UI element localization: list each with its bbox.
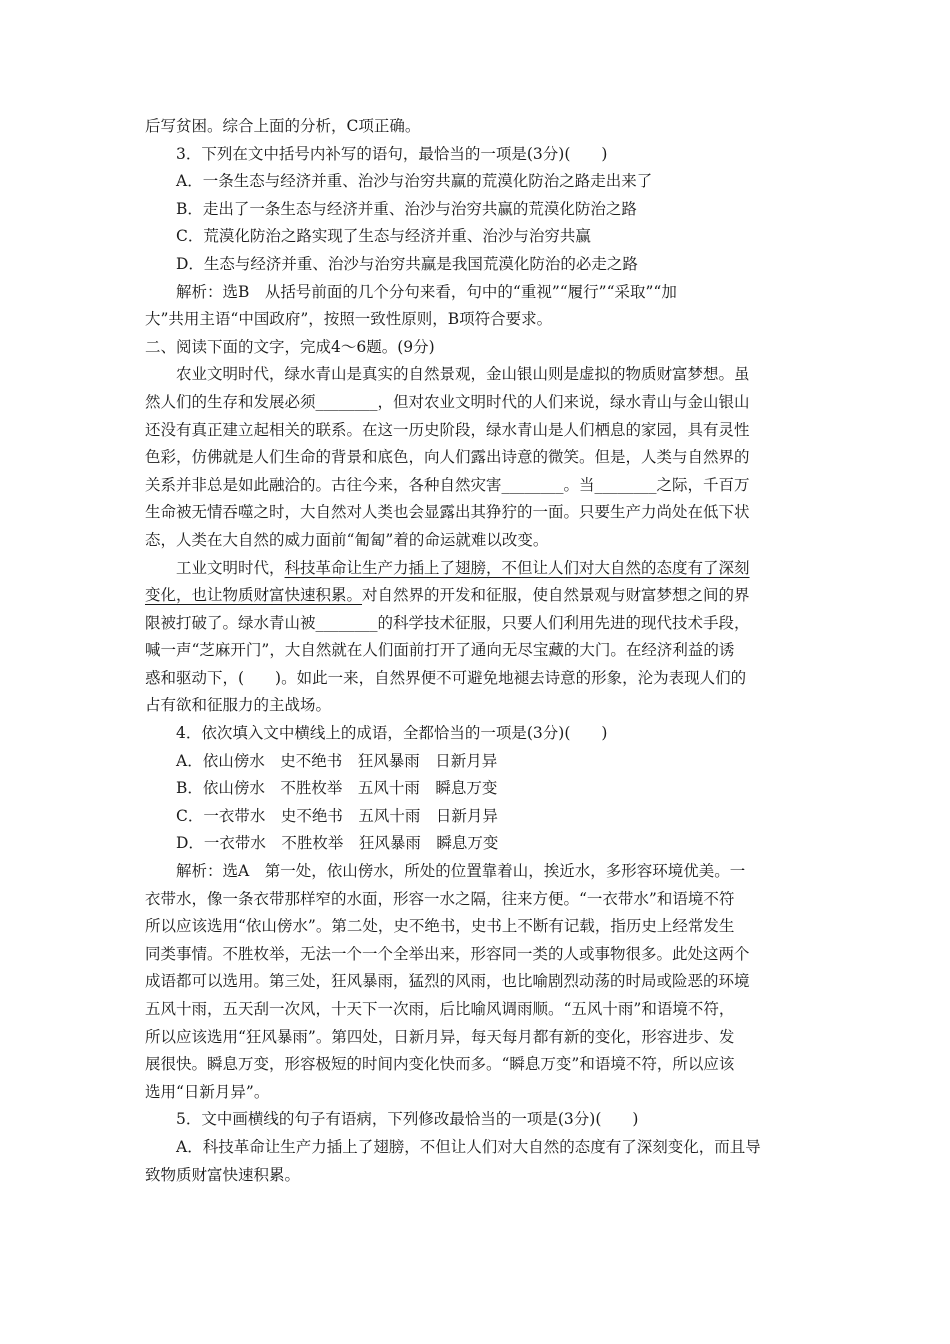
text-line: D．一衣带水 不胜枚举 狂风暴雨 瞬息万变	[176, 834, 499, 853]
text-line: 后写贫困。综合上面的分析，C项正确。	[145, 117, 421, 135]
text-line: 限被打破了。绿水青山被________的科学技术征服，只要人们利用先进的现代技术手段，	[145, 613, 750, 632]
underlined-sentence: 变化，也让物质财富快速积累。	[145, 586, 363, 605]
text-line: 所以应该选用“依山傍水”。第二处，史不绝书，史书上不断有记载，指历史上经常发生	[145, 917, 735, 936]
text-line: 成语都可以选用。第三处，狂风暴雨，猛烈的风雨，也比喻剧烈动荡的时局或险恶的环境	[145, 972, 750, 991]
text-line: B．依山傍水 不胜枚举 五风十雨 瞬息万变	[176, 779, 498, 798]
line-text-segment: 对自然界的开发和征服，使自然景观与财富梦想之间的界	[362, 586, 750, 605]
text-line: 所以应该选用“狂风暴雨”。第四处，日新月异，每天每月都有新的变化，形容进步、发	[145, 1027, 735, 1046]
text-line: 然人们的生存和发展必须________，但对农业文明时代的人们来说，绿水青山与金山银山	[145, 392, 750, 411]
underlined-sentence-line	[145, 555, 810, 583]
text-line: 衣带水，像一条衣带那样窄的水面，形容一水之隔，往来方便。“一衣带水”和语境不符	[145, 889, 735, 908]
text-line: B．走出了一条生态与经济并重、治沙与治穷共赢的荒漠化防治之路	[176, 199, 637, 218]
text-line: 解析：选B 从括号前面的几个分句来看，句中的“重视”“履行”“采取”“加	[176, 282, 677, 301]
text-line: A．科技革命让生产力插上了翅膀，不但让人们对大自然的态度有了深刻变化，而且导	[176, 1137, 761, 1156]
text-line: C．荒漠化防治之路实现了生态与经济并重、治沙与治穷共赢	[176, 227, 591, 246]
text-line: 二、阅读下面的文字，完成4～6题。(9分)	[145, 337, 435, 356]
text-line: A．一条生态与经济并重、治沙与治穷共赢的荒漠化防治之路走出来了	[176, 172, 653, 191]
text-line: 5．文中画横线的句子有语病，下列修改最恰当的一项是(3分)( )	[176, 1110, 639, 1129]
text-line: 喊一声“芝麻开门”，大自然就在人们面前打开了通向无尽宝藏的大门。在经济利益的诱	[145, 641, 735, 660]
text-line: 态，人类在大自然的威力面前“匍匐”着的命运就难以改变。	[145, 530, 549, 549]
text-line: 同类事情。不胜枚举，无法一个一个全举出来，形容同一类的人或事物很多。此处这两个	[145, 944, 750, 963]
text-line: 五风十雨，五天刮一次风，十天下一次雨，后比喻风调雨顺。“五风十雨”和语境不符，	[145, 1000, 735, 1018]
underlined-sentence-line	[145, 582, 810, 610]
underlined-sentence: 科技革命让生产力插上了翅膀，不但让人们对大自然的态度有了深刻	[284, 558, 750, 577]
text-line: 3．下列在文中括号内补写的语句，最恰当的一项是(3分)( )	[176, 144, 608, 163]
text-line: 4．依次填入文中横线上的成语，全都恰当的一项是(3分)( )	[176, 724, 608, 743]
line-text-segment: 工业文明时代，	[176, 558, 285, 577]
text-line: 占有欲和征服力的主战场。	[145, 696, 332, 715]
text-line: 致物质财富快速积累。	[145, 1165, 301, 1184]
text-line: 生命被无情吞噬之时，大自然对人类也会显露出其狰狞的一面。只要生产力尚处在低下状	[145, 503, 750, 522]
document-page	[145, 113, 810, 1189]
text-line: 惑和驱动下，( )。如此一来，自然界便不可避免地褪去诗意的形象，沦为表现人们的	[145, 668, 747, 687]
text-line: 大”共用主语“中国政府”，按照一致性原则，B项符合要求。	[145, 310, 553, 329]
text-line: 还没有真正建立起相关的联系。在这一历史阶段，绿水青山是人们栖息的家园，具有灵性	[145, 420, 750, 439]
text-line: 色彩，仿佛就是人们生命的背景和底色，向人们露出诗意的微笑。但是，人类与自然界的	[145, 448, 750, 467]
text-line: 关系并非总是如此融洽的。古往今来，各种自然灾害________。当________之际，千百万	[145, 475, 750, 494]
text-line: 选用“日新月异”。	[145, 1082, 270, 1101]
text-line: 解析：选A 第一处，依山傍水，所处的位置靠着山，挨近水，多形容环境优美。一	[176, 862, 746, 881]
text-line: C．一衣带水 史不绝书 五风十雨 日新月异	[176, 806, 498, 825]
text-line: 农业文明时代，绿水青山是真实的自然景观，金山银山则是虚拟的物质财富梦想。虽	[176, 365, 750, 384]
text-line: 展很快。瞬息万变，形容极短的时间内变化快而多。“瞬息万变”和语境不符，所以应该	[145, 1055, 735, 1074]
text-line: D．生态与经济并重、治沙与治穷共赢是我国荒漠化防治的必走之路	[176, 254, 638, 273]
text-line: A．依山傍水 史不绝书 狂风暴雨 日新月异	[176, 751, 498, 770]
